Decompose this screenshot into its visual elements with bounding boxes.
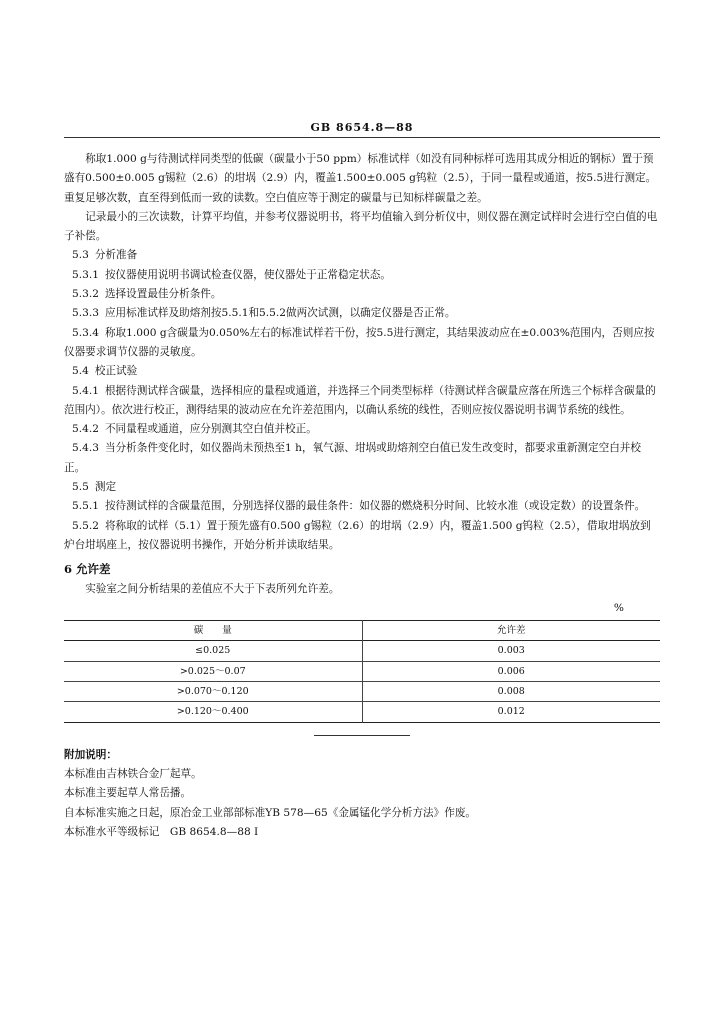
header-rule [64, 137, 660, 138]
table-cell-tolerance: 0.008 [497, 686, 525, 698]
clause-text: 不同量程或通道，应分别测其空白值并校正。 [104, 423, 317, 436]
clause-5-4-3 [64, 439, 660, 478]
clause-number: 5.4.2 [72, 423, 99, 436]
clause-5-3-2 [64, 285, 660, 304]
clause-number: 5.4.3 [72, 442, 99, 455]
notes-line: 自本标准实施之日起，原冶金工业部部标准YB 578—65《金属锰化学分析方法》作废。 [64, 806, 477, 819]
table-cell-carbon: ≤0.025 [64, 641, 362, 661]
table-row [64, 661, 660, 681]
clause-5-4-1 [64, 382, 660, 421]
clause-text: 当分析条件变化时，如仪器尚未预热至1 h，氧气源、坩埚或助熔剂空白值已发生改变时，都要求重新测定空白并校正。 [64, 442, 641, 474]
section-6-intro: 实验室之间分析结果的差值应不大于下表所列允许差。 [85, 582, 340, 595]
table-cell-tolerance: 0.003 [497, 645, 525, 657]
notes-title: 附加说明： [64, 748, 117, 761]
page-header: GB 8654.8—88 [310, 121, 414, 134]
clause-text: 按待测试样的含碳量范围，分别选择仪器的最佳条件：如仪器的燃烧积分时间、比较水准（或设定数）的设置条件。 [104, 500, 646, 513]
clause-5-5-2 [64, 517, 660, 556]
clause-text: 测定 [94, 481, 117, 494]
clause-text: 选择设置最佳分析条件。 [104, 288, 222, 301]
table-cell-tolerance: 0.012 [497, 706, 525, 718]
document-body [64, 150, 660, 842]
clause-5-3-1 [64, 266, 660, 285]
clause-5-3-4 [64, 324, 660, 363]
clause-text: 将称取的试样（5.1）置于预先盛有0.500 g锡粒（2.6）的坩埚（2.9）内，覆盖1.500 g钨粒（2.5），借取坩埚放到炉台坩埚座上，按仪器说明书操作，开始分析并读取结果。 [64, 519, 651, 551]
table-cell-carbon: >0.025～0.07 [64, 661, 362, 681]
clause-5-4-2 [64, 420, 660, 439]
clause-5-4 [64, 362, 660, 381]
additional-notes [64, 746, 660, 823]
clause-number: 5.3.3 [72, 307, 99, 320]
notes-line: 本标准主要起草人常岳播。 [64, 787, 192, 800]
clause-5-3-3 [64, 304, 660, 323]
paragraph-blank-record: 记录最小的三次读数，计算平均值，并参考仪器说明书，将平均值输入到分析仪中，则仪器在测定试样时会进行空白值的电子补偿。 [64, 210, 658, 243]
paragraph-blank-calibration: 称取1.000 g与待测试样同类型的低碳（碳量小于50 ppm）标准试样（如没有同种标样可选用其成分相近的钢标）置于预盛有0.500±0.005 g锡粒（2.6）的坩埚（2.9）内，覆盖1.500±0.005 g钨粒（2.5），于同一量程或通道，按5.5进行测定。重复足够次数，直至得到低而一致的读数。空白值应等于测定的碳量与已知标样碳量之差。 [64, 153, 657, 204]
clause-text: 校正试验 [94, 365, 138, 378]
column-header-tolerance: 允许差 [496, 625, 526, 637]
table-row [64, 702, 660, 722]
table-cell-carbon: >0.120～0.400 [64, 702, 362, 722]
clause-text: 根据待测试样含碳量，选择相应的量程或通道，并选择三个同类型标样（待测试样含碳量应落在所选三个标样含碳量的范围内）。依次进行校正，测得结果的波动应在允许差范围内，以确认系统的线性，否则应按仪器说明书调节系统的线性。 [64, 384, 656, 416]
section-6-title: 6 允许差 [64, 562, 111, 577]
table-row [64, 682, 660, 702]
table-row [64, 641, 660, 661]
notes-line: 本标准由吉林铁合金厂起草。 [64, 767, 202, 780]
clause-number: 5.3.4 [72, 326, 99, 339]
end-rule [314, 735, 410, 736]
clause-number: 5.5.1 [72, 500, 99, 513]
clause-number: 5.4 [72, 365, 89, 378]
numbered-items [64, 246, 660, 555]
clause-number: 5.3.2 [72, 288, 99, 301]
clause-5-5 [64, 478, 660, 497]
clause-5-3 [64, 246, 660, 265]
table-header-row [64, 621, 660, 641]
clause-number: 5.5.2 [72, 519, 99, 532]
page-footer: 本标准水平等级标记 GB 8654.8—88 I [64, 825, 259, 838]
clause-text: 称取1.000 g含碳量为0.050%左右的标准试样若干份，按5.5进行测定，其结果波动应在±0.003%范围内，否则应按仪器要求调节仪器的灵敏度。 [64, 326, 655, 358]
clause-number: 5.4.1 [72, 384, 99, 397]
table-cell-carbon: >0.070～0.120 [64, 682, 362, 702]
tolerance-table [64, 620, 660, 722]
clause-5-5-1 [64, 497, 660, 516]
clause-number: 5.3 [72, 249, 89, 262]
column-header-carbon: 碳 量 [64, 621, 362, 641]
table-unit: % [613, 601, 624, 614]
table-cell-tolerance: 0.006 [497, 665, 525, 677]
clause-number: 5.3.1 [72, 268, 99, 281]
clause-text: 应用标准试样及助熔剂按5.5.1和5.5.2做两次试测，以确定仪器是否正常。 [104, 307, 456, 320]
clause-text: 分析准备 [94, 249, 138, 262]
clause-number: 5.5 [72, 481, 89, 494]
clause-text: 按仪器使用说明书调试检查仪器，使仪器处于正常稳定状态。 [104, 268, 391, 281]
